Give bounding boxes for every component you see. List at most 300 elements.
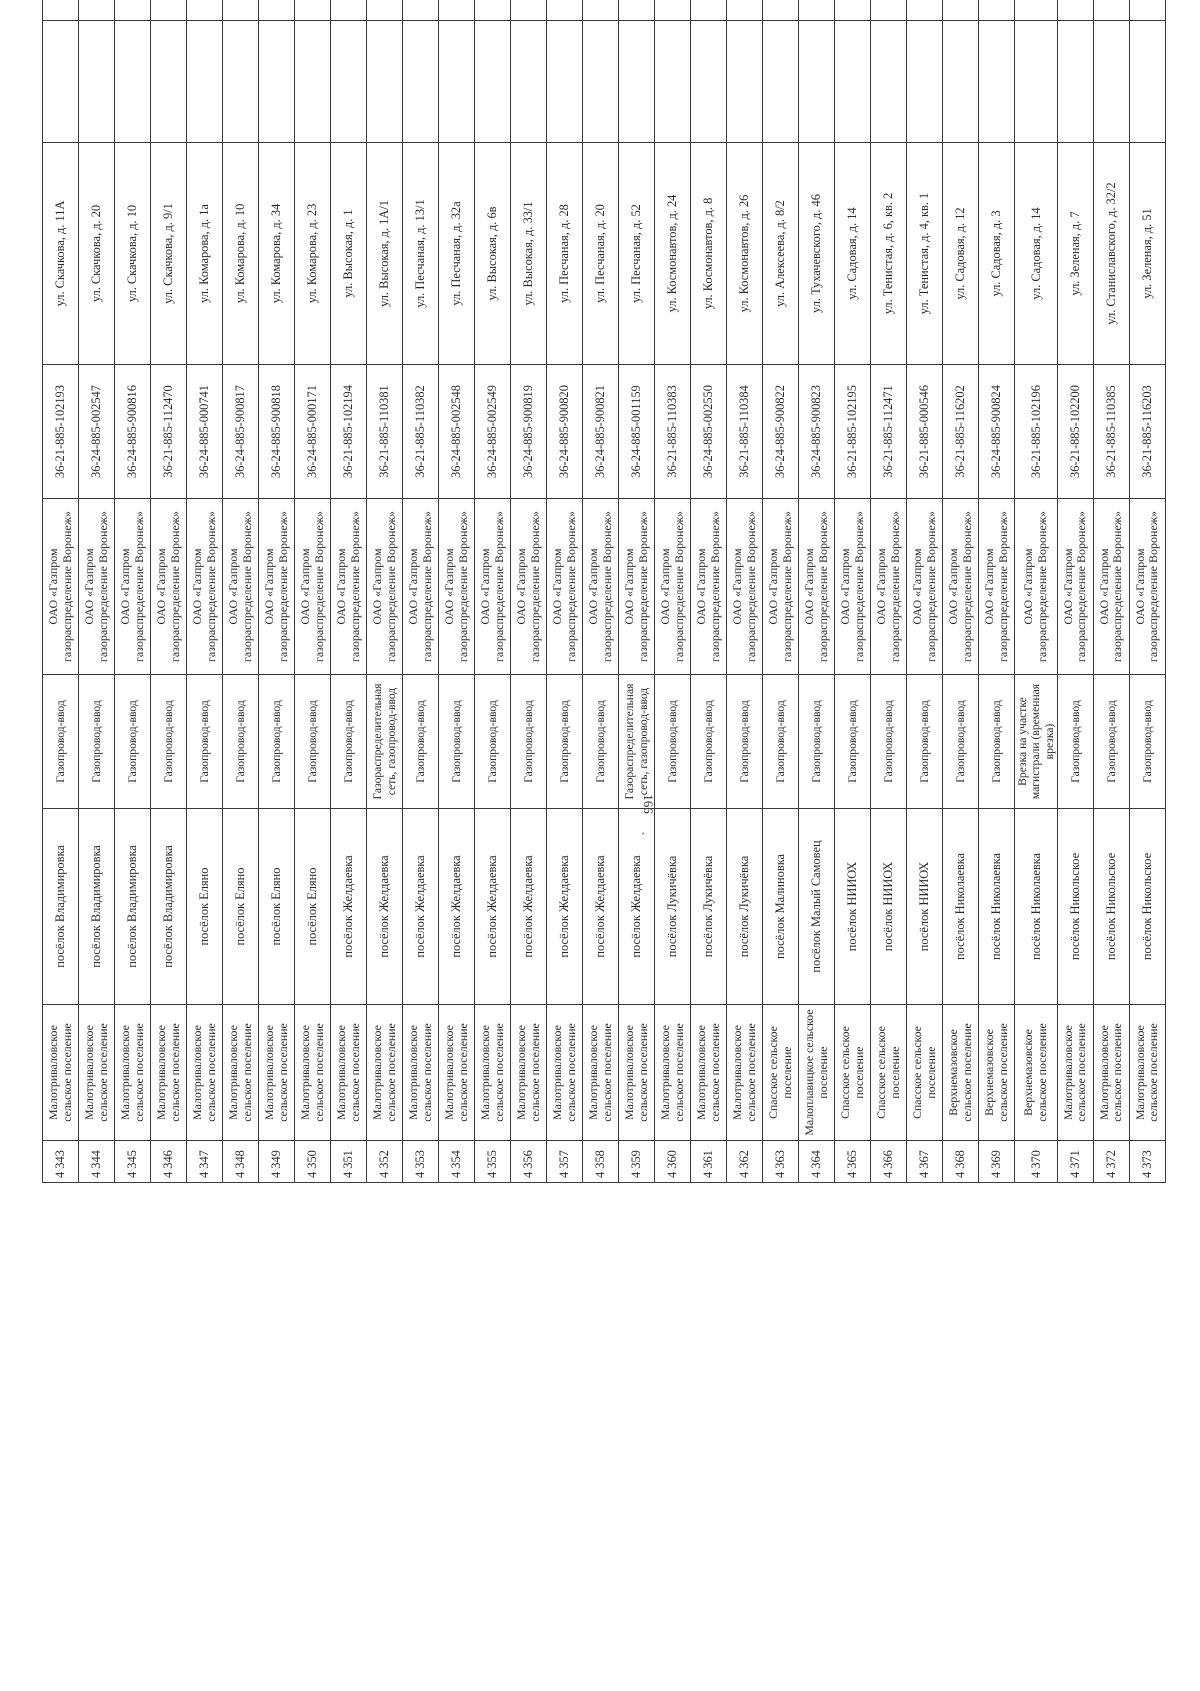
quantity-cell bbox=[691, 0, 727, 21]
table-row bbox=[1015, 0, 1058, 1183]
row-number: 4 373 bbox=[1129, 1141, 1165, 1183]
quantity-cell bbox=[943, 0, 979, 21]
table-row bbox=[727, 0, 763, 1183]
object-code-cell: 36-24-885-900816 bbox=[115, 365, 151, 499]
object-type-cell: Газопровод-ввод bbox=[223, 675, 259, 809]
object-code-cell: 36-21-885-110384 bbox=[727, 365, 763, 499]
empty-cell bbox=[907, 21, 943, 143]
quantity-cell bbox=[1057, 0, 1093, 21]
address-cell: ул. Тенистая, д. 4, кв. 1 bbox=[907, 143, 943, 365]
settlement-cell: Малотриваловское сельское поселение bbox=[331, 1005, 367, 1141]
address-cell: ул. Тенистая, д. 6, кв. 2 bbox=[871, 143, 907, 365]
empty-cell bbox=[439, 21, 475, 143]
object-code-cell: 36-21-885-110383 bbox=[655, 365, 691, 499]
owner-cell: ОАО «Газпром газораспределение Воронеж» bbox=[403, 499, 439, 675]
empty-cell bbox=[1129, 21, 1165, 143]
owner-cell: ОАО «Газпром газораспределение Воронеж» bbox=[1057, 499, 1093, 675]
page-number: 166 bbox=[641, 794, 656, 814]
locality-cell: посёлок НИИОХ bbox=[871, 809, 907, 1005]
address-cell: ул. Садовая, д. 14 bbox=[1015, 143, 1058, 365]
empty-cell bbox=[871, 21, 907, 143]
settlement-cell: Спасское сельское поселение bbox=[835, 1005, 871, 1141]
locality-cell: посёлок Желдаевка bbox=[403, 809, 439, 1005]
object-code-cell: 36-21-885-110385 bbox=[1093, 365, 1129, 499]
address-cell: ул. Комарова, д. 10 bbox=[223, 143, 259, 365]
quantity-cell bbox=[547, 0, 583, 21]
quantity-cell bbox=[583, 0, 619, 21]
address-cell: ул. Песчаная, д. 32а bbox=[439, 143, 475, 365]
locality-cell: посёлок Еляно bbox=[295, 809, 331, 1005]
owner-cell: ОАО «Газпром газораспределение Воронеж» bbox=[115, 499, 151, 675]
owner-cell: ОАО «Газпром газораспределение Воронеж» bbox=[979, 499, 1015, 675]
object-type-cell: Газопровод-ввод bbox=[871, 675, 907, 809]
owner-cell: ОАО «Газпром газораспределение Воронеж» bbox=[871, 499, 907, 675]
object-code-cell: 36-24-885-001159 bbox=[619, 365, 655, 499]
empty-cell bbox=[943, 21, 979, 143]
object-code-cell: 36-21-885-000546 bbox=[907, 365, 943, 499]
owner-cell: ОАО «Газпром газораспределение Воронеж» bbox=[1129, 499, 1165, 675]
empty-cell bbox=[691, 21, 727, 143]
object-type-cell: Газораспределительная сеть, газопровод-ввод bbox=[619, 675, 655, 809]
empty-cell bbox=[1015, 21, 1058, 143]
address-cell: ул. Скачкова, д. 20 bbox=[79, 143, 115, 365]
owner-cell: ОАО «Газпром газораспределение Воронеж» bbox=[691, 499, 727, 675]
object-code-cell: 36-21-885-102195 bbox=[835, 365, 871, 499]
row-number: 4 372 bbox=[1093, 1141, 1129, 1183]
object-code-cell: 36-21-885-112471 bbox=[871, 365, 907, 499]
object-type-cell: Газопровод-ввод bbox=[295, 675, 331, 809]
owner-cell: ОАО «Газпром газораспределение Воронеж» bbox=[151, 499, 187, 675]
object-type-cell: Газопровод-ввод bbox=[799, 675, 835, 809]
address-cell: ул. Садовая, д. 14 bbox=[835, 143, 871, 365]
settlement-cell: Малотриваловское сельское поселение bbox=[475, 1005, 511, 1141]
quantity-cell bbox=[1129, 0, 1165, 21]
object-type-cell: Газопровод-ввод bbox=[43, 675, 79, 809]
quantity-cell bbox=[115, 0, 151, 21]
object-code-cell: 36-24-885-002549 bbox=[475, 365, 511, 499]
row-number: 4 365 bbox=[835, 1141, 871, 1183]
table-row bbox=[1093, 0, 1129, 1183]
table-row bbox=[547, 0, 583, 1183]
table-row bbox=[187, 0, 223, 1183]
locality-cell: посёлок Лукичёвка bbox=[727, 809, 763, 1005]
table-row bbox=[331, 0, 367, 1183]
empty-cell bbox=[1093, 21, 1129, 143]
quantity-cell bbox=[259, 0, 295, 21]
settlement-cell: Малотриваловское сельское поселение bbox=[43, 1005, 79, 1141]
object-type-cell: Газопровод-ввод bbox=[691, 675, 727, 809]
address-cell: ул. Зеленая, д. 7 bbox=[1057, 143, 1093, 365]
object-code-cell: 36-24-885-002548 bbox=[439, 365, 475, 499]
table-row bbox=[691, 0, 727, 1183]
empty-cell bbox=[475, 21, 511, 143]
empty-cell bbox=[763, 21, 799, 143]
object-type-cell: Газопровод-ввод bbox=[943, 675, 979, 809]
table-row bbox=[1057, 0, 1093, 1183]
table-row bbox=[511, 0, 547, 1183]
object-type-cell: Газопровод-ввод bbox=[115, 675, 151, 809]
row-number: 4 348 bbox=[223, 1141, 259, 1183]
empty-cell bbox=[583, 21, 619, 143]
object-code-cell: 36-21-885-110381 bbox=[367, 365, 403, 499]
address-cell: ул. Алексеева, д. 8/2 bbox=[763, 143, 799, 365]
settlement-cell: Малоплавицкое сельское поселение bbox=[799, 1005, 835, 1141]
quantity-cell bbox=[655, 0, 691, 21]
owner-cell: ОАО «Газпром газораспределение Воронеж» bbox=[727, 499, 763, 675]
object-code-cell: 36-21-885-110382 bbox=[403, 365, 439, 499]
empty-cell bbox=[619, 21, 655, 143]
object-code-cell: 36-21-885-102200 bbox=[1057, 365, 1093, 499]
object-code-cell: 36-21-885-116203 bbox=[1129, 365, 1165, 499]
object-code-cell: 36-24-885-900822 bbox=[763, 365, 799, 499]
settlement-cell: Малотриваловское сельское поселение bbox=[727, 1005, 763, 1141]
settlement-cell: Малотриваловское сельское поселение bbox=[655, 1005, 691, 1141]
locality-cell: посёлок Лукичёвка bbox=[655, 809, 691, 1005]
address-cell: ул. Тухачевского, д. 46 bbox=[799, 143, 835, 365]
object-type-cell: Газопровод-ввод bbox=[79, 675, 115, 809]
object-type-cell: Газопровод-ввод bbox=[979, 675, 1015, 809]
owner-cell: ОАО «Газпром газораспределение Воронеж» bbox=[43, 499, 79, 675]
row-number: 4 356 bbox=[511, 1141, 547, 1183]
table-row bbox=[403, 0, 439, 1183]
table-row bbox=[871, 0, 907, 1183]
owner-cell: ОАО «Газпром газораспределение Воронеж» bbox=[79, 499, 115, 675]
row-number: 4 366 bbox=[871, 1141, 907, 1183]
object-code-cell: 36-24-885-900818 bbox=[259, 365, 295, 499]
quantity-cell bbox=[187, 0, 223, 21]
quantity-cell bbox=[367, 0, 403, 21]
empty-cell bbox=[403, 21, 439, 143]
row-number: 4 358 bbox=[583, 1141, 619, 1183]
empty-cell bbox=[259, 21, 295, 143]
quantity-cell bbox=[871, 0, 907, 21]
empty-cell bbox=[367, 21, 403, 143]
locality-cell: посёлок Желдаевка bbox=[547, 809, 583, 1005]
object-type-cell: Газопровод-ввод bbox=[1057, 675, 1093, 809]
locality-cell: посёлок Еляно bbox=[187, 809, 223, 1005]
row-number: 4 357 bbox=[547, 1141, 583, 1183]
locality-cell: посёлок Лукичёвка bbox=[691, 809, 727, 1005]
settlement-cell: Малотриваловское сельское поселение bbox=[187, 1005, 223, 1141]
address-cell: ул. Высокая, д. 1А/1 bbox=[367, 143, 403, 365]
quantity-cell bbox=[43, 0, 79, 21]
owner-cell: ОАО «Газпром газораспределение Воронеж» bbox=[475, 499, 511, 675]
owner-cell: ОАО «Газпром газораспределение Воронеж» bbox=[1093, 499, 1129, 675]
object-type-cell: Газопровод-ввод bbox=[151, 675, 187, 809]
quantity-cell bbox=[799, 0, 835, 21]
row-number: 4 359 bbox=[619, 1141, 655, 1183]
address-cell: ул. Зеленая, д. 51 bbox=[1129, 143, 1165, 365]
address-cell: ул. Песчаная, д. 28 bbox=[547, 143, 583, 365]
locality-cell: посёлок Желдаевка bbox=[439, 809, 475, 1005]
object-type-cell: Газопровод-ввод bbox=[187, 675, 223, 809]
table-row bbox=[655, 0, 691, 1183]
locality-cell: посёлок Желдаевка bbox=[511, 809, 547, 1005]
locality-cell: посёлок НИИОХ bbox=[835, 809, 871, 1005]
object-code-cell: 36-21-885-102194 bbox=[331, 365, 367, 499]
quantity-cell bbox=[835, 0, 871, 21]
row-number: 4 363 bbox=[763, 1141, 799, 1183]
row-number: 4 345 bbox=[115, 1141, 151, 1183]
object-type-cell: Газопровод-ввод bbox=[907, 675, 943, 809]
quantity-cell bbox=[1093, 0, 1129, 21]
owner-cell: ОАО «Газпром газораспределение Воронеж» bbox=[943, 499, 979, 675]
row-number: 4 349 bbox=[259, 1141, 295, 1183]
locality-cell: посёлок Малый Самовец bbox=[799, 809, 835, 1005]
settlement-cell: Малотриваловское сельское поселение bbox=[691, 1005, 727, 1141]
table-row bbox=[763, 0, 799, 1183]
settlement-cell: Малотриваловское сельское поселение bbox=[583, 1005, 619, 1141]
locality-cell: посёлок Еляно bbox=[259, 809, 295, 1005]
quantity-cell bbox=[475, 0, 511, 21]
owner-cell: ОАО «Газпром газораспределение Воронеж» bbox=[619, 499, 655, 675]
row-number: 4 362 bbox=[727, 1141, 763, 1183]
empty-cell bbox=[331, 21, 367, 143]
object-type-cell: Газопровод-ввод bbox=[763, 675, 799, 809]
locality-cell: посёлок Владимировка bbox=[151, 809, 187, 1005]
table-row bbox=[583, 0, 619, 1183]
settlement-cell: Малотриваловское сельское поселение bbox=[439, 1005, 475, 1141]
object-code-cell: 36-24-885-900823 bbox=[799, 365, 835, 499]
settlement-cell: Верхнемазовское сельское поселение bbox=[1015, 1005, 1058, 1141]
quantity-cell bbox=[979, 0, 1015, 21]
owner-cell: ОАО «Газпром газораспределение Воронеж» bbox=[295, 499, 331, 675]
address-cell: ул. Скачкова, д. 10 bbox=[115, 143, 151, 365]
table-row bbox=[907, 0, 943, 1183]
row-number: 4 353 bbox=[403, 1141, 439, 1183]
object-code-cell: 36-24-885-000171 bbox=[295, 365, 331, 499]
locality-cell: посёлок Николаевка bbox=[943, 809, 979, 1005]
settlement-cell: Малотриваловское сельское поселение bbox=[1057, 1005, 1093, 1141]
owner-cell: ОАО «Газпром газораспределение Воронеж» bbox=[763, 499, 799, 675]
address-cell: ул. Космонавтов, д. 8 bbox=[691, 143, 727, 365]
settlement-cell: Спасское сельское поселение bbox=[871, 1005, 907, 1141]
settlement-cell: Малотриваловское сельское поселение bbox=[259, 1005, 295, 1141]
quantity-cell bbox=[295, 0, 331, 21]
object-type-cell: Газопровод-ввод bbox=[1093, 675, 1129, 809]
settlement-cell: Спасское сельское поселение bbox=[907, 1005, 943, 1141]
settlement-cell: Малотриваловское сельское поселение bbox=[115, 1005, 151, 1141]
locality-cell: посёлок Никольское bbox=[1129, 809, 1165, 1005]
locality-cell: посёлок Никольское bbox=[1057, 809, 1093, 1005]
table-row bbox=[1129, 0, 1165, 1183]
address-cell: ул. Песчаная, д. 20 bbox=[583, 143, 619, 365]
owner-cell: ОАО «Газпром газораспределение Воронеж» bbox=[907, 499, 943, 675]
object-type-cell: Газопровод-ввод bbox=[547, 675, 583, 809]
owner-cell: ОАО «Газпром газораспределение Воронеж» bbox=[1015, 499, 1058, 675]
owner-cell: ОАО «Газпром газораспределение Воронеж» bbox=[799, 499, 835, 675]
object-type-cell: Газопровод-ввод bbox=[331, 675, 367, 809]
object-code-cell: 36-24-885-002547 bbox=[79, 365, 115, 499]
owner-cell: ОАО «Газпром газораспределение Воронеж» bbox=[547, 499, 583, 675]
empty-cell bbox=[115, 21, 151, 143]
address-cell: ул. Космонавтов, д. 26 bbox=[727, 143, 763, 365]
empty-cell bbox=[295, 21, 331, 143]
row-number: 4 355 bbox=[475, 1141, 511, 1183]
settlement-cell: Малотриваловское сельское поселение bbox=[403, 1005, 439, 1141]
settlement-cell: Малотриваловское сельское поселение bbox=[511, 1005, 547, 1141]
owner-cell: ОАО «Газпром газораспределение Воронеж» bbox=[187, 499, 223, 675]
locality-cell: посёлок Николаевка bbox=[979, 809, 1015, 1005]
address-cell: ул. Станиславского, д. 32/2 bbox=[1093, 143, 1129, 365]
row-number: 4 343 bbox=[43, 1141, 79, 1183]
row-number: 4 346 bbox=[151, 1141, 187, 1183]
object-code-cell: 36-24-885-900821 bbox=[583, 365, 619, 499]
quantity-cell bbox=[223, 0, 259, 21]
settlement-cell: Малотриваловское сельское поселение bbox=[619, 1005, 655, 1141]
object-type-cell: Газопровод-ввод bbox=[511, 675, 547, 809]
address-cell: ул. Скачкова, д. 11А bbox=[43, 143, 79, 365]
empty-cell bbox=[799, 21, 835, 143]
register-table bbox=[42, 0, 1166, 1183]
owner-cell: ОАО «Газпром газораспределение Воронеж» bbox=[835, 499, 871, 675]
object-type-cell: Газопровод-ввод bbox=[655, 675, 691, 809]
empty-cell bbox=[511, 21, 547, 143]
table-row bbox=[439, 0, 475, 1183]
owner-cell: ОАО «Газпром газораспределение Воронеж» bbox=[655, 499, 691, 675]
address-cell: ул. Садовая, д. 12 bbox=[943, 143, 979, 365]
locality-cell: посёлок Еляно bbox=[223, 809, 259, 1005]
settlement-cell: Малотриваловское сельское поселение bbox=[223, 1005, 259, 1141]
address-cell: ул. Комарова, д. 23 bbox=[295, 143, 331, 365]
empty-cell bbox=[835, 21, 871, 143]
settlement-cell: Малотриваловское сельское поселение bbox=[1129, 1005, 1165, 1141]
empty-cell bbox=[223, 21, 259, 143]
object-type-cell: Газопровод-ввод bbox=[1129, 675, 1165, 809]
quantity-cell bbox=[907, 0, 943, 21]
row-number: 4 352 bbox=[367, 1141, 403, 1183]
settlement-cell: Малотриваловское сельское поселение bbox=[367, 1005, 403, 1141]
owner-cell: ОАО «Газпром газораспределение Воронеж» bbox=[331, 499, 367, 675]
settlement-cell: Спасское сельское поселение bbox=[763, 1005, 799, 1141]
object-code-cell: 36-24-885-900824 bbox=[979, 365, 1015, 499]
settlement-cell: Малотриваловское сельское поселение bbox=[79, 1005, 115, 1141]
table-row bbox=[295, 0, 331, 1183]
object-code-cell: 36-24-885-002550 bbox=[691, 365, 727, 499]
row-number: 4 351 bbox=[331, 1141, 367, 1183]
row-number: 4 370 bbox=[1015, 1141, 1058, 1183]
empty-cell bbox=[547, 21, 583, 143]
empty-cell bbox=[655, 21, 691, 143]
object-code-cell: 36-24-885-900820 bbox=[547, 365, 583, 499]
locality-cell: посёлок Николаевка bbox=[1015, 809, 1058, 1005]
locality-cell: посёлок Желдаевка bbox=[331, 809, 367, 1005]
settlement-cell: Малотриваловское сельское поселение bbox=[547, 1005, 583, 1141]
table-row bbox=[151, 0, 187, 1183]
table-row bbox=[619, 0, 655, 1183]
quantity-cell bbox=[511, 0, 547, 21]
quantity-cell bbox=[763, 0, 799, 21]
address-cell: ул. Скачкова, д. 9/1 bbox=[151, 143, 187, 365]
row-number: 4 354 bbox=[439, 1141, 475, 1183]
quantity-cell bbox=[331, 0, 367, 21]
address-cell: ул. Высокая, д. 33/1 bbox=[511, 143, 547, 365]
object-code-cell: 36-21-885-112470 bbox=[151, 365, 187, 499]
quantity-cell bbox=[151, 0, 187, 21]
locality-cell: посёлок Владимировка bbox=[43, 809, 79, 1005]
address-cell: ул. Комарова, д. 34 bbox=[259, 143, 295, 365]
address-cell: ул. Песчаная, д. 52 bbox=[619, 143, 655, 365]
empty-cell bbox=[187, 21, 223, 143]
quantity-cell bbox=[403, 0, 439, 21]
object-type-cell: Врезка на участке магистрали (временная врезка) bbox=[1015, 675, 1058, 809]
quantity-cell bbox=[79, 0, 115, 21]
table-row bbox=[799, 0, 835, 1183]
object-type-cell: Газопровод-ввод bbox=[727, 675, 763, 809]
locality-cell: посёлок Малиновка bbox=[763, 809, 799, 1005]
row-number: 4 344 bbox=[79, 1141, 115, 1183]
table-row bbox=[475, 0, 511, 1183]
table-row bbox=[943, 0, 979, 1183]
object-code-cell: 36-24-885-900819 bbox=[511, 365, 547, 499]
locality-cell: посёлок Владимировка bbox=[79, 809, 115, 1005]
empty-cell bbox=[727, 21, 763, 143]
object-type-cell: Газопровод-ввод bbox=[475, 675, 511, 809]
scan-mark: ˎ bbox=[641, 831, 656, 836]
empty-cell bbox=[1057, 21, 1093, 143]
object-code-cell: 36-21-885-116202 bbox=[943, 365, 979, 499]
quantity-cell bbox=[439, 0, 475, 21]
object-type-cell: Газопровод-ввод bbox=[583, 675, 619, 809]
table-row bbox=[43, 0, 79, 1183]
row-number: 4 364 bbox=[799, 1141, 835, 1183]
object-type-cell: Газопровод-ввод bbox=[403, 675, 439, 809]
owner-cell: ОАО «Газпром газораспределение Воронеж» bbox=[367, 499, 403, 675]
row-number: 4 367 bbox=[907, 1141, 943, 1183]
table-row bbox=[223, 0, 259, 1183]
row-number: 4 347 bbox=[187, 1141, 223, 1183]
table-row bbox=[367, 0, 403, 1183]
address-cell: ул. Песчаная, д. 13/1 bbox=[403, 143, 439, 365]
empty-cell bbox=[43, 21, 79, 143]
locality-cell: посёлок Желдаевка bbox=[367, 809, 403, 1005]
object-type-cell: Газораспределительная сеть, газопровод-ввод bbox=[367, 675, 403, 809]
address-cell: ул. Высокая, д. 6в bbox=[475, 143, 511, 365]
row-number: 4 361 bbox=[691, 1141, 727, 1183]
table-row bbox=[835, 0, 871, 1183]
object-type-cell: Газопровод-ввод bbox=[835, 675, 871, 809]
address-cell: ул. Космонавтов, д. 24 bbox=[655, 143, 691, 365]
locality-cell: посёлок Никольское bbox=[1093, 809, 1129, 1005]
locality-cell: посёлок НИИОХ bbox=[907, 809, 943, 1005]
locality-cell: посёлок Желдаевка bbox=[583, 809, 619, 1005]
empty-cell bbox=[151, 21, 187, 143]
address-cell: ул. Садовая, д. 3 bbox=[979, 143, 1015, 365]
locality-cell: посёлок Желдаевка bbox=[619, 809, 655, 1005]
owner-cell: ОАО «Газпром газораспределение Воронеж» bbox=[583, 499, 619, 675]
owner-cell: ОАО «Газпром газораспределение Воронеж» bbox=[511, 499, 547, 675]
owner-cell: ОАО «Газпром газораспределение Воронеж» bbox=[223, 499, 259, 675]
object-type-cell: Газопровод-ввод bbox=[439, 675, 475, 809]
locality-cell: посёлок Желдаевка bbox=[475, 809, 511, 1005]
settlement-cell: Малотриваловское сельское поселение bbox=[151, 1005, 187, 1141]
table-row bbox=[979, 0, 1015, 1183]
table-row bbox=[79, 0, 115, 1183]
settlement-cell: Верхнемазовское сельское поселение bbox=[943, 1005, 979, 1141]
address-cell: ул. Высокая, д. 1 bbox=[331, 143, 367, 365]
row-number: 4 371 bbox=[1057, 1141, 1093, 1183]
row-number: 4 350 bbox=[295, 1141, 331, 1183]
quantity-cell bbox=[727, 0, 763, 21]
empty-cell bbox=[979, 21, 1015, 143]
row-number: 4 360 bbox=[655, 1141, 691, 1183]
quantity-cell bbox=[1015, 0, 1058, 21]
object-code-cell: 36-21-885-102193 bbox=[43, 365, 79, 499]
table-row bbox=[259, 0, 295, 1183]
owner-cell: ОАО «Газпром газораспределение Воронеж» bbox=[439, 499, 475, 675]
settlement-cell: Верхнемазовское сельское поселение bbox=[979, 1005, 1015, 1141]
locality-cell: посёлок Владимировка bbox=[115, 809, 151, 1005]
